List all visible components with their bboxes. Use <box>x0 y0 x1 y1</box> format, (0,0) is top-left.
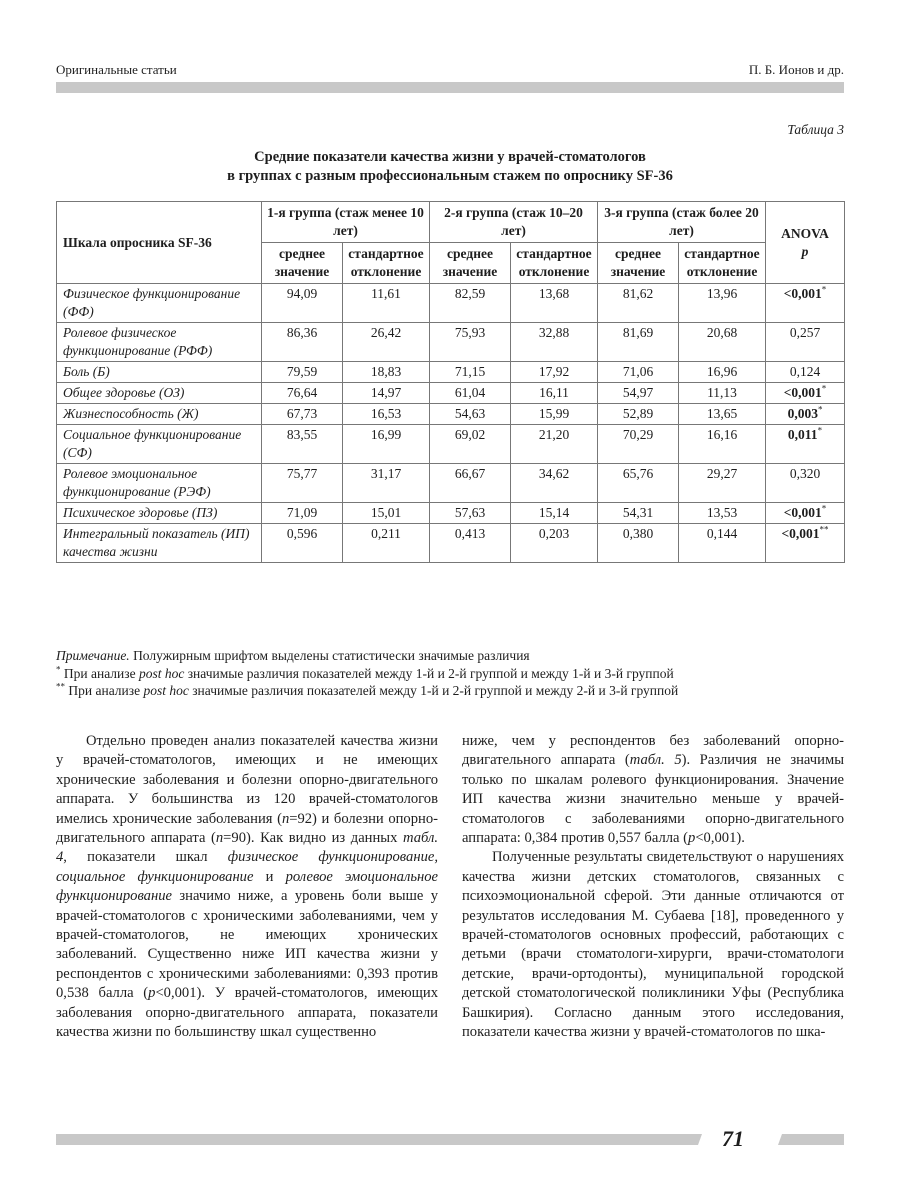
text-run: , показатели шкал <box>63 849 228 866</box>
group-1-sd-cell: 26,42 <box>343 323 430 362</box>
group-1-header: 1-я группа (стаж менее 10 лет) <box>262 202 430 243</box>
group-2-sd-cell: 32,88 <box>511 323 598 362</box>
group-3-mean-cell: 71,06 <box>598 362 679 383</box>
p-value: <0,001 <box>781 526 820 541</box>
group-2-mean-cell: 0,413 <box>430 524 511 563</box>
page-number: 71 <box>722 1126 744 1151</box>
scale-name-cell: Общее здоровье (ОЗ) <box>57 383 262 404</box>
table-row <box>57 362 845 383</box>
scale-name-cell: Социальное функционирование (СФ) <box>57 425 262 464</box>
group-1-mean-cell: 67,73 <box>262 404 343 425</box>
group-1-sd-cell: 15,01 <box>343 503 430 524</box>
significance-mark: * <box>817 425 823 436</box>
p-value: 0,124 <box>789 364 821 379</box>
mean-header: среднее значение <box>262 243 343 284</box>
text-run-italic: p <box>688 830 696 847</box>
footnote-2-mark: ** <box>56 681 65 692</box>
table-row <box>57 425 845 464</box>
footnote-2-text-a: При анализе <box>65 683 144 698</box>
text-run-italic: n <box>281 810 290 827</box>
group-2-mean-cell: 69,02 <box>430 425 511 464</box>
group-1-sd-cell: 16,53 <box>343 404 430 425</box>
table-title-line-2: в группах с разным профессиональным стажем по опроснику SF-36 <box>227 168 673 184</box>
text-run: значимо ниже, а уровень боли выше у врачей-стоматологов с хроническими заболеваниями, чем у врачей-стоматологов, не имеющих хронических заболеваний. Существенно ниже ИП качества жизни у респондентов с хроническими заболеваниями: 0,393 против 0,538 балла ( <box>56 888 438 1002</box>
p-value: 0,003 <box>787 406 818 421</box>
footnote-1-posthoc: post hoc <box>138 665 185 681</box>
note-footnote-1 <box>56 665 846 683</box>
group-2-sd-cell: 21,20 <box>511 425 598 464</box>
note-label: Примечание. <box>56 648 130 663</box>
group-1-mean-cell: 71,09 <box>262 503 343 524</box>
group-2-mean-cell: 57,63 <box>430 503 511 524</box>
anova-p-label: p <box>801 243 809 259</box>
anova-p-cell <box>766 425 845 464</box>
note-text: Полужирным шрифтом выделены статистически значимые различия <box>133 648 530 663</box>
significance-mark: * <box>821 503 827 514</box>
group-3-sd-cell: 13,65 <box>679 404 766 425</box>
group-2-mean-cell: 66,67 <box>430 464 511 503</box>
significance-mark: * <box>821 383 827 394</box>
significance-mark: ** <box>819 524 829 535</box>
group-3-sd-cell: 16,16 <box>679 425 766 464</box>
text-run: и <box>253 868 286 885</box>
anova-p-cell <box>766 362 845 383</box>
group-2-sd-cell: 34,62 <box>511 464 598 503</box>
group-1-mean-cell: 0,596 <box>262 524 343 563</box>
p-value: <0,001 <box>783 385 822 400</box>
body-column-right <box>462 732 844 1043</box>
group-2-sd-cell: 15,14 <box>511 503 598 524</box>
anova-header <box>766 202 845 284</box>
group-3-sd-cell: 13,96 <box>679 284 766 323</box>
paragraph <box>462 732 844 848</box>
text-run: =92) и болезни опорно-двигательного аппарата ( <box>56 810 438 847</box>
text-run: Отдельно проведен анализ показателей качества жизни у врачей-стоматологов, имеющих и не имеющих хронические заболевания и болезни опорно-двигательного аппарата. У большинства из 120 врачей-стоматологов имелись хронические заболевания ( <box>56 733 438 827</box>
group-3-sd-cell: 11,13 <box>679 383 766 404</box>
table-row <box>57 524 845 563</box>
group-1-sd-cell: 0,211 <box>343 524 430 563</box>
p-value: 0,257 <box>789 325 821 340</box>
text-run: ниже, чем у респондентов без заболеваний опорно-двигательного аппарата ( <box>462 733 844 769</box>
group-2-header: 2-я группа (стаж 10–20 лет) <box>430 202 598 243</box>
scale-name-cell: Боль (Б) <box>57 362 262 383</box>
paragraph <box>56 732 438 1043</box>
group-2-sd-cell: 17,92 <box>511 362 598 383</box>
text-run-italic: ролевое эмоциональное функционирование <box>56 868 438 905</box>
text-run-italic: физическое функционирование, социальное функционирование <box>56 849 439 885</box>
table-row <box>57 323 845 362</box>
group-3-mean-cell: 54,31 <box>598 503 679 524</box>
text-run: ). Различия не значимы только по шкалам ролевого функционирования. Значение ИП качества жизни значительно меньше у врачей-стоматологов с заболеваниями опорно-двигательного аппарата: 0,384 против 0,557 балла ( <box>462 752 845 847</box>
group-2-sd-cell: 16,11 <box>511 383 598 404</box>
group-2-sd-cell: 15,99 <box>511 404 598 425</box>
scale-column-header: Шкала опросника SF-36 <box>57 202 262 284</box>
scale-name-cell: Ролевое физическое функционирование (РФФ) <box>57 323 262 362</box>
mean-header: среднее значение <box>430 243 511 284</box>
anova-label: ANOVA <box>781 225 829 241</box>
group-3-sd-cell: 0,144 <box>679 524 766 563</box>
paragraph: Полученные результаты свидетельствуют о нарушениях качества жизни детских стоматологов, связанных с психоэмоциональной сферой. Эти данные отличаются от результатов исследования М. Субаева [18], проведенного у врачей-стоматологов основных профессий, работающих с детьми (врачи стоматологи-хирурги, врачи-стоматологи детские, врачи-ортодонты), муниципальной городской детской стоматологической поликлиники Уфы (Республика Башкирия). Согласно данным этого исследования, показатели качества жизни у врачей-стоматологов по шка- <box>462 849 844 1041</box>
table-reference: табл. 4 <box>56 830 438 866</box>
group-1-mean-cell: 86,36 <box>262 323 343 362</box>
group-1-mean-cell: 79,59 <box>262 362 343 383</box>
anova-p-cell <box>766 524 845 563</box>
anova-p-cell <box>766 404 845 425</box>
group-3-sd-cell: 20,68 <box>679 323 766 362</box>
group-3-sd-cell: 13,53 <box>679 503 766 524</box>
p-value: 0,011 <box>787 427 818 442</box>
text-run-italic: p <box>148 985 156 1002</box>
group-1-sd-cell: 16,99 <box>343 425 430 464</box>
table-row <box>57 503 845 524</box>
group-3-mean-cell: 65,76 <box>598 464 679 503</box>
group-3-mean-cell: 0,380 <box>598 524 679 563</box>
group-1-mean-cell: 76,64 <box>262 383 343 404</box>
body-column-left <box>56 732 438 1043</box>
mean-header: среднее значение <box>598 243 679 284</box>
significance-mark: * <box>817 404 823 415</box>
text-run: <0,001). У врачей-стоматологов, имеющих заболевания опорно-двигательного аппарата, показатели качества жизни по большинству шкал существенно <box>56 985 438 1041</box>
group-1-mean-cell: 75,77 <box>262 464 343 503</box>
footnote-2-posthoc: post hoc <box>143 683 189 698</box>
table-title <box>56 148 844 186</box>
group-2-mean-cell: 54,63 <box>430 404 511 425</box>
table-number: Таблица 3 <box>787 122 844 137</box>
header-rule <box>56 82 844 93</box>
scale-name-cell: Физическое функционирование (ФФ) <box>57 284 262 323</box>
p-value: <0,001 <box>783 505 822 520</box>
table-row <box>57 404 845 425</box>
scale-name-cell: Интегральный показатель (ИП) качества жизни <box>57 524 262 563</box>
group-3-mean-cell: 81,62 <box>598 284 679 323</box>
scale-name-cell: Ролевое эмоциональное функционирование (РЭФ) <box>57 464 262 503</box>
text-run: <0,001). <box>695 830 745 847</box>
scale-name-cell: Психическое здоровье (ПЗ) <box>57 503 262 524</box>
text-run: =90). Как видно из данных <box>223 830 403 847</box>
group-2-mean-cell: 61,04 <box>430 383 511 404</box>
group-1-sd-cell: 11,61 <box>343 284 430 323</box>
anova-p-cell <box>766 503 845 524</box>
note-footnote-2 <box>56 682 846 700</box>
group-1-sd-cell: 31,17 <box>343 464 430 503</box>
group-1-mean-cell: 94,09 <box>262 284 343 323</box>
quality-of-life-table <box>56 201 845 563</box>
footnote-2-text-b: значимые различия показателей между 1-й и 2-й группой и между 2-й и 3-й группой <box>188 683 679 698</box>
group-1-sd-cell: 14,97 <box>343 383 430 404</box>
p-value: 0,320 <box>789 466 821 481</box>
anova-p-cell <box>766 383 845 404</box>
group-2-sd-cell: 0,203 <box>511 524 598 563</box>
group-3-mean-cell: 52,89 <box>598 404 679 425</box>
sd-header: стандартное отклонение <box>679 243 766 284</box>
sd-header: стандартное отклонение <box>343 243 430 284</box>
sd-header: стандартное отклонение <box>511 243 598 284</box>
footnote-1-mark: * <box>56 664 61 674</box>
table-row <box>57 383 845 404</box>
group-3-mean-cell: 81,69 <box>598 323 679 362</box>
group-3-mean-cell: 70,29 <box>598 425 679 464</box>
anova-p-cell <box>766 464 845 503</box>
table-notes <box>56 647 846 700</box>
running-header-authors: П. Б. Ионов и др. <box>748 62 844 77</box>
group-3-sd-cell: 16,96 <box>679 362 766 383</box>
group-1-sd-cell: 18,83 <box>343 362 430 383</box>
table-title-line-1: Средние показатели качества жизни у врачей-стоматологов <box>254 149 646 165</box>
group-3-mean-cell: 54,97 <box>598 383 679 404</box>
table-reference: табл. 5 <box>629 752 682 769</box>
group-2-mean-cell: 82,59 <box>430 284 511 323</box>
footnote-1-text-b: значимые различия показателей между 1-й и 2-й группой и между 1-й и 3-й группой <box>184 665 674 681</box>
anova-p-cell <box>766 323 845 362</box>
group-1-mean-cell: 83,55 <box>262 425 343 464</box>
table-body <box>57 284 845 563</box>
group-2-sd-cell: 13,68 <box>511 284 598 323</box>
table-row <box>57 464 845 503</box>
significance-mark: * <box>821 284 827 295</box>
footnote-1-text-a: При анализе <box>60 665 139 681</box>
note-main <box>56 647 846 665</box>
group-3-header: 3-я группа (стаж более 20 лет) <box>598 202 766 243</box>
group-3-sd-cell: 29,27 <box>679 464 766 503</box>
p-value: <0,001 <box>783 286 822 301</box>
table-row <box>57 284 845 323</box>
running-header-section: Оригинальные статьи <box>56 62 177 77</box>
text-run-italic: n <box>215 830 224 847</box>
group-2-mean-cell: 75,93 <box>430 323 511 362</box>
scale-name-cell: Жизнеспособность (Ж) <box>57 404 262 425</box>
group-2-mean-cell: 71,15 <box>430 362 511 383</box>
anova-p-cell <box>766 284 845 323</box>
